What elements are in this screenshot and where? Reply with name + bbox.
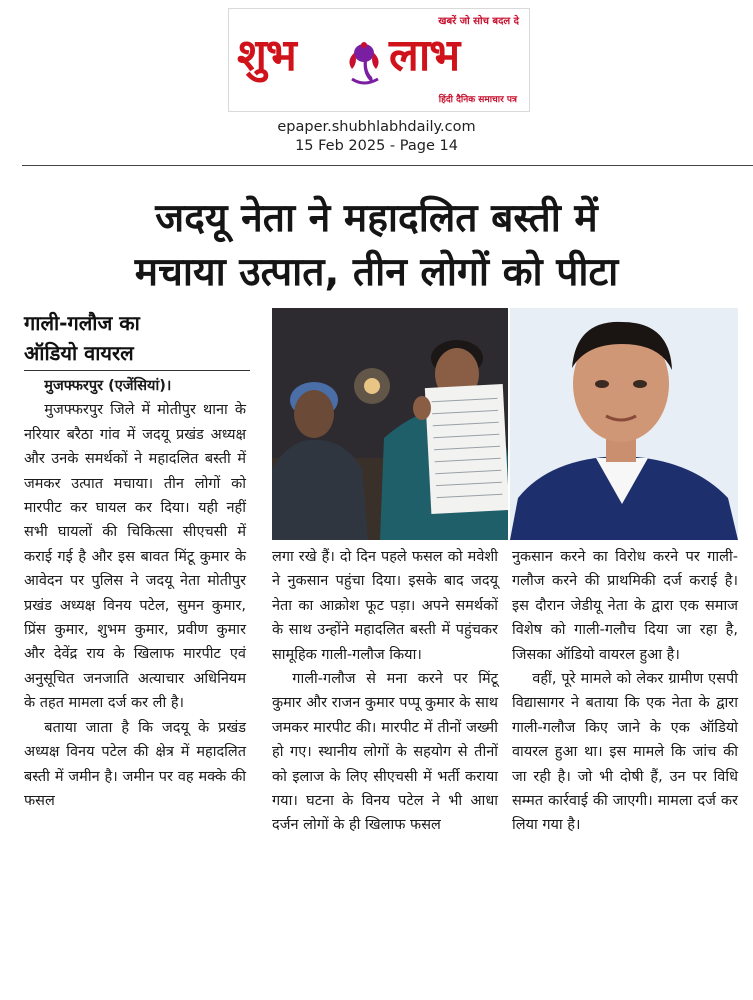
- article-column-2: [272, 545, 498, 838]
- subhead-line-1: गाली-गलौज का: [24, 311, 140, 335]
- masthead-tagline: खबरें जो सोच बदल दे: [438, 16, 519, 27]
- article-headline: [14, 192, 739, 300]
- photo-leader-portrait: [510, 308, 738, 540]
- column-2-paragraph-2: गाली-गलौज से मना करने पर मिंटू कुमार और राजन कुमार पप्पू कुमार के साथ जमकर मारपीट की। मारपीट में तीनों जख्मी हो गए। स्थानीय लोगों के सहयोग से तीनों को इलाज के लिए सीएचसी में भर्ती कराया गया। घटना के विनय पटेल ने भी आधा दर्जन लोगों के ही खिलाफ फसल: [272, 671, 498, 834]
- dateline: मुजफ्फरपुर (एजेंसियां)।: [44, 378, 172, 394]
- masthead-name-left: शुभ: [237, 30, 296, 81]
- ganesh-logo-icon: [342, 39, 386, 89]
- photo-victims: [272, 308, 508, 540]
- masthead-subtitle: हिंदी दैनिक समाचार पत्र: [438, 95, 517, 105]
- column-3-paragraph-1: नुकसान करने का विरोध करने पर गाली-गलौज करने की प्राथमिकी दर्ज कराई है। इस दौरान जेडीयू नेता के द्वारा एक समाज विशेष को गाली-गलौच दिया जा रहा है, जिसका ऑडियो वायरल हुआ है।: [512, 549, 738, 663]
- source-date-page: 15 Feb 2025 - Page 14: [295, 138, 458, 154]
- leader-portrait-image: [510, 308, 738, 540]
- column-3-paragraph-2: वहीं, पूरे मामले को लेकर ग्रामीण एसपी विद्यासागर ने बताया कि एक नेता के द्वारा गाली-गलौज किए जाने के एक ऑडियो वायरल हुआ था। इस मामले कि जांच की जा रही है। जो भी दोषी हैं, उन पर विधि सम्मत कार्रवाई की जाएगी। मामला दर्ज कर लिया गया है।: [512, 671, 738, 834]
- article-column-1: [24, 374, 246, 813]
- source-url[interactable]: epaper.shubhlabhdaily.com: [277, 119, 476, 135]
- headline-line-1: जदयू नेता ने महादलित बस्ती में: [155, 196, 598, 241]
- subhead-line-2: ऑडियो वायरल: [24, 341, 134, 365]
- column-2-paragraph-1: लगा रखे हैं। दो दिन पहले फसल को मवेशी ने नुकसान पहुंचा दिया। इसके बाद जदयू नेता का आक्रोश फूट पड़ा। अपने समर्थकों के साथ उन्होंने महादलित बस्ती में पहुंचकर सामूहिक गाली-गलौज किया।: [272, 549, 498, 663]
- headline-line-2: मचाया उत्पात, तीन लोगों को पीटा: [134, 250, 619, 295]
- column-1-paragraph-2: बताया जाता है कि जदयू के प्रखंड अध्यक्ष विनय पटेल की क्षेत्र में महादलित बस्ती में जमीन है। जमीन पर वह मक्के की फसल: [24, 719, 246, 809]
- masthead-logo: [228, 8, 530, 112]
- masthead-name-right: लाभ: [389, 30, 460, 81]
- source-info: [0, 118, 753, 156]
- header-divider: [22, 165, 753, 166]
- subhead-divider: [24, 370, 250, 371]
- article-subhead: [24, 308, 262, 371]
- article-column-3: [512, 545, 738, 838]
- victims-photo-image: [272, 308, 508, 540]
- column-1-paragraph-1: मुजफ्फरपुर जिले में मोतीपुर थाना के नरियार बरैठा गांव में जदयू प्रखंड अध्यक्ष और उनके समर्थकों ने महादलित बस्ती में जमकर उत्पात मचाया। तीन लोगों को मारपीट कर घायल कर दिया। यही नहीं सभी घायलों की चिकित्सा सीएचसी में कराई गई है और इस बावत मिंटू कुमार के आवेदन पर पुलिस ने जदयू नेता मोतीपुर प्रखंड अध्यक्ष विनय पटेल, सुमन कुमार, प्रिंस कुमार, शुभम कुमार, प्रवीण कुमार और देवेंद्र राय के खिलाफ मारपीट एवं अनुसूचित जनजाति अत्याचार अधिनियम के तहत मामला दर्ज कर ली है।: [24, 402, 246, 712]
